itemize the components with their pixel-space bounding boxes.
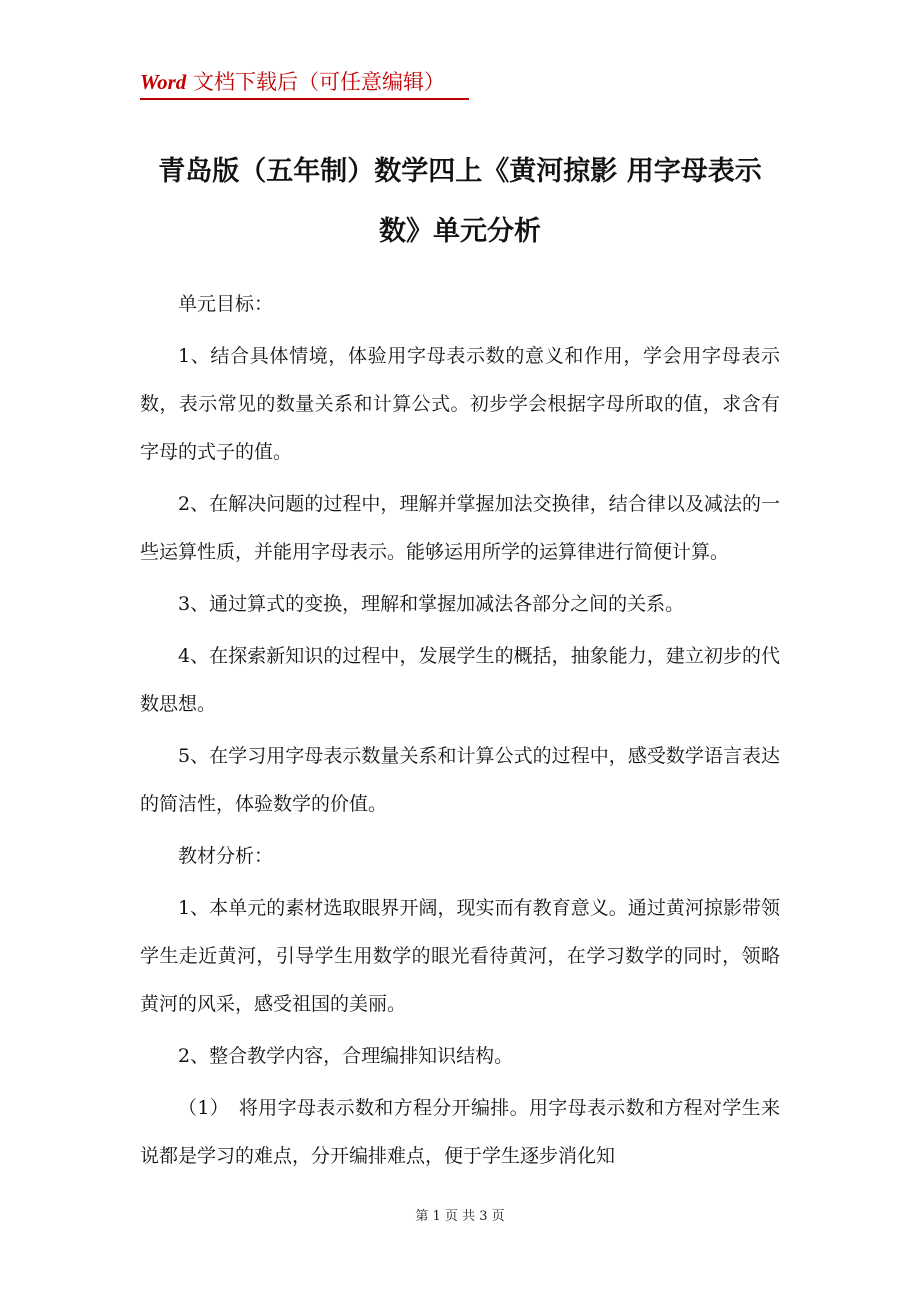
paragraph: （1） 将用字母表示数和方程分开编排。用字母表示数和方程对学生来说都是学习的难点，分开编排难点，便于学生逐步消化知	[140, 1097, 780, 1167]
paragraph: 单元目标：	[178, 293, 274, 315]
paragraph: 5、在学习用字母表示数量关系和计算公式的过程中，感受数学语言表达的简洁性，体验数学的价值。	[140, 745, 780, 815]
paragraph: 2、整合教学内容，合理编排知识结构。	[178, 1045, 514, 1067]
paragraph: 3、通过算式的变换，理解和掌握加减法各部分之间的关系。	[178, 593, 685, 615]
header-word: Word	[140, 70, 187, 94]
paragraph: 2、在解决问题的过程中，理解并掌握加法交换律，结合律以及减法的一些运算性质，并能用字母表示。能够运用所学的运算律进行简便计算。	[140, 493, 780, 563]
document-body	[140, 280, 780, 1180]
page-footer: 第 1 页 共 3 页	[415, 1209, 505, 1224]
document-title: 青岛版（五年制）数学四上《黄河掠影 用字母表示数》单元分析	[158, 156, 762, 247]
header-rest: 文档下载后（可任意编辑）	[186, 70, 445, 94]
paragraph: 4、在探索新知识的过程中，发展学生的概括，抽象能力，建立初步的代数思想。	[140, 645, 780, 715]
paragraph: 1、结合具体情境，体验用字母表示数的意义和作用，学会用字母表示数，表示常见的数量关系和计算公式。初步学会根据字母所取的值，求含有字母的式子的值。	[140, 345, 780, 463]
paragraph: 1、本单元的素材选取眼界开阔，现实而有教育意义。通过黄河掠影带领学生走近黄河，引导学生用数学的眼光看待黄河，在学习数学的同时，领略黄河的风采，感受祖国的美丽。	[140, 897, 780, 1015]
header-link[interactable]	[140, 68, 469, 100]
paragraph: 教材分析：	[178, 845, 274, 867]
